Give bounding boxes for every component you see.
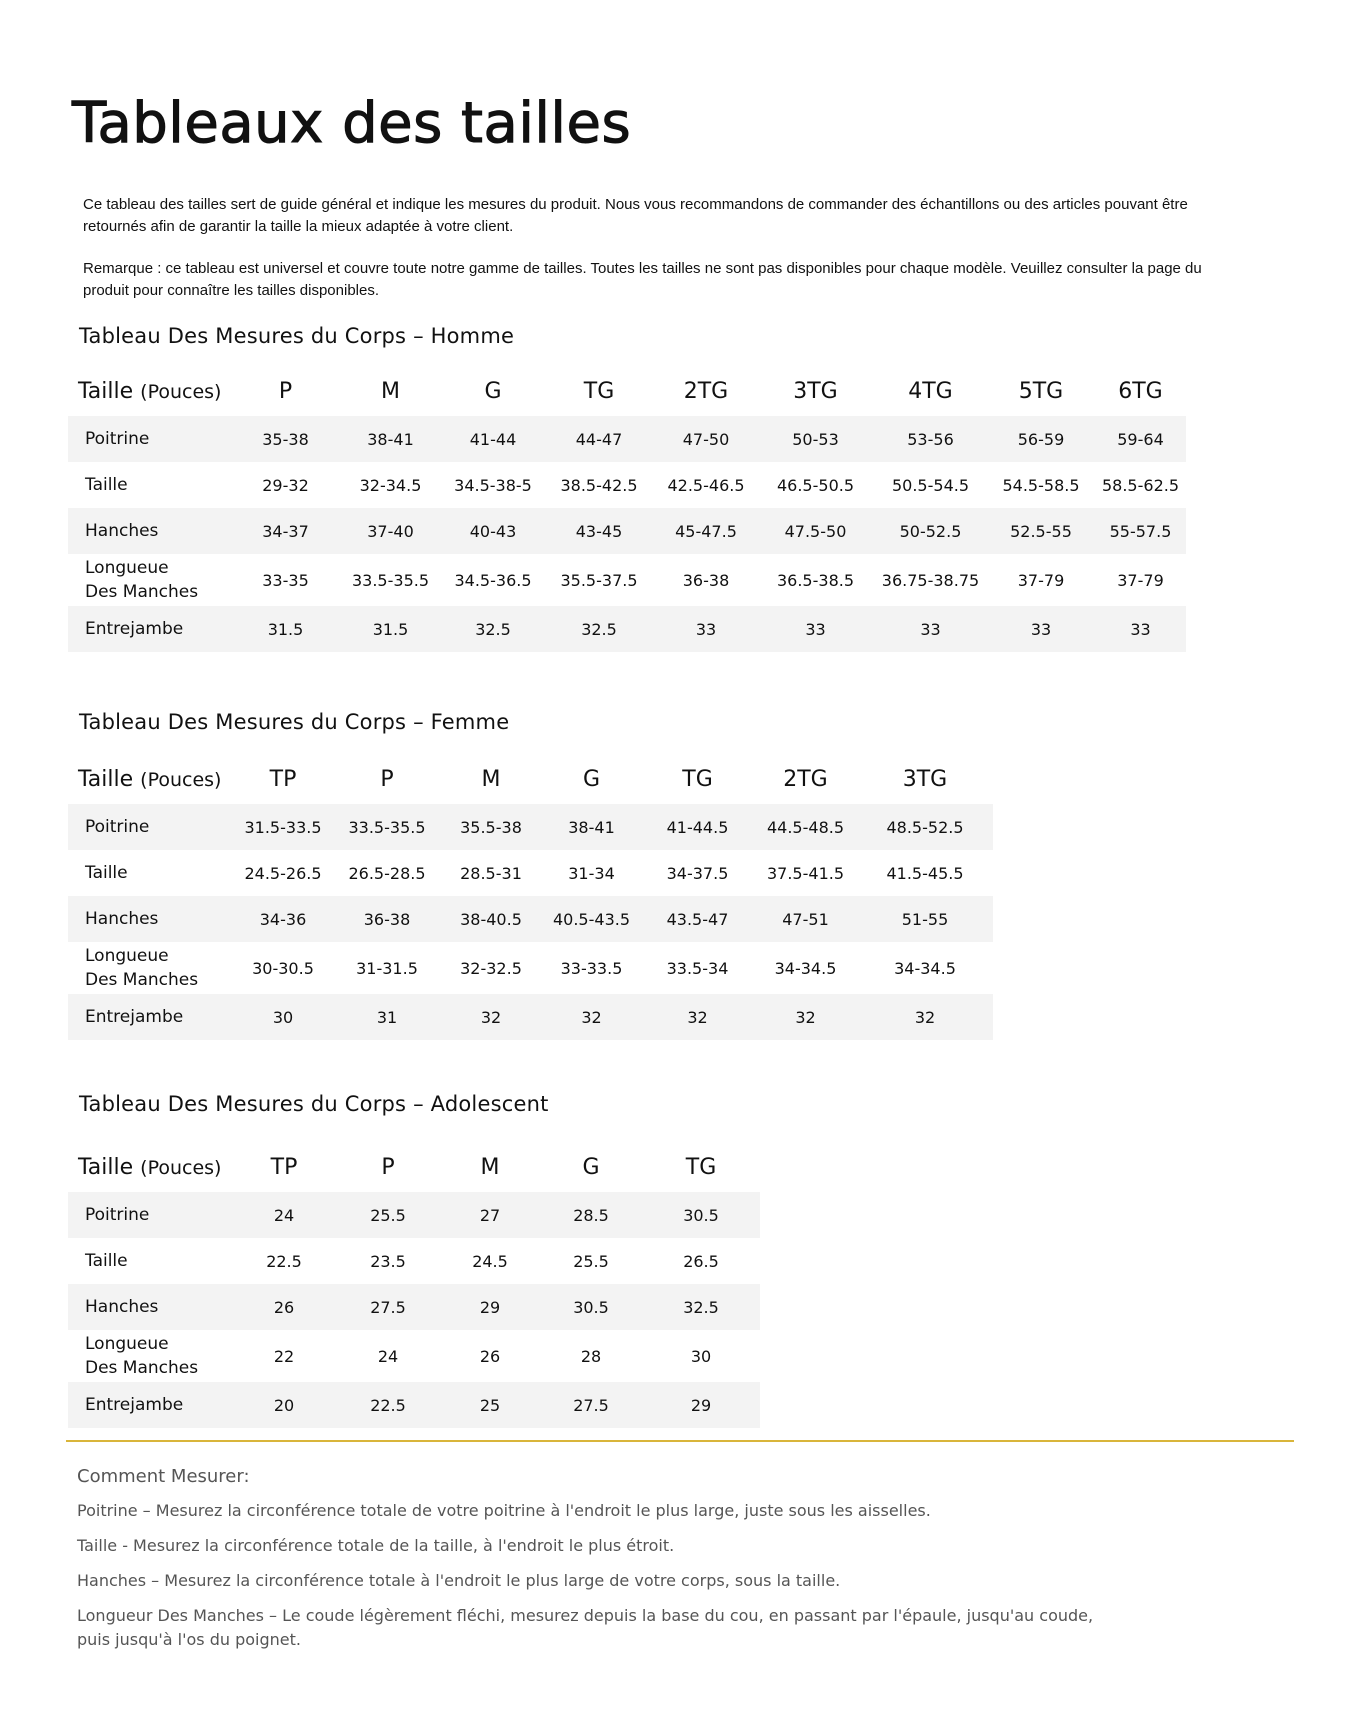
size-header-row (68, 1142, 760, 1192)
size-header-2tg: 2TG (783, 766, 828, 792)
measurement-value: 26.5-28.5 (348, 863, 426, 883)
measurement-value: 31-31.5 (356, 958, 418, 978)
size-header-tg: TG (682, 766, 713, 792)
measurement-value: 34-37 (233, 508, 338, 554)
measurement-value: 27.5 (336, 1284, 440, 1330)
men-size-section (68, 324, 1180, 639)
measurement-value: 40.5-43.5 (542, 896, 641, 942)
size-header-row (68, 366, 1186, 416)
measurement-value: 33 (987, 606, 1095, 652)
measurement-value: 25 (440, 1382, 540, 1428)
measurement-value: 51-55 (857, 896, 993, 942)
measurement-value: 32 (857, 994, 993, 1040)
measurement-value: 32 (542, 994, 641, 1040)
measurement-value: 44.5-48.5 (754, 804, 857, 850)
measurement-value: 26.5 (683, 1251, 719, 1271)
measurement-value: 22.5 (266, 1251, 302, 1271)
size-header-tp: TP (269, 766, 297, 792)
measurement-label: Hanches (68, 896, 232, 942)
measurement-value: 38.5-42.5 (560, 475, 638, 495)
measurement-value: 53-56 (874, 416, 987, 462)
measurement-value: 46.5-50.5 (776, 475, 855, 495)
measurement-value: 35.5-38 (440, 804, 542, 850)
size-header-2tg: 2TG (683, 378, 729, 404)
size-header-unit: (Pouces) (140, 1156, 222, 1179)
measurement-value: 34-37.5 (666, 863, 729, 883)
measurement-row (68, 1330, 760, 1382)
size-header-tg: TG (583, 378, 615, 404)
measurement-value: 34-34.5 (894, 958, 956, 978)
measurement-row (68, 804, 993, 850)
measurement-value: 58.5-62.5 (1101, 475, 1180, 495)
measurement-row (68, 1382, 760, 1428)
measurement-value: 26 (479, 1346, 501, 1366)
measurement-label: Longueue Des Manches (85, 558, 199, 602)
measurement-value: 34.5-38-5 (454, 475, 532, 495)
measurement-value: 24 (377, 1346, 399, 1366)
measurement-value: 33.5-34 (666, 958, 729, 978)
measurement-value: 22 (273, 1346, 295, 1366)
measurement-value: 30-30.5 (252, 958, 314, 978)
measurement-value: 31.5-33.5 (232, 804, 334, 850)
measurement-row (68, 1238, 760, 1284)
size-header-unit: (Pouces) (140, 380, 222, 403)
measurement-value: 38-40.5 (440, 896, 542, 942)
measurement-value: 33.5-35.5 (334, 804, 440, 850)
measurement-value: 32.5 (642, 1284, 760, 1330)
how-to-chest: Poitrine – Mesurez la circonférence totale de votre poitrine à l'endroit le plus large, juste sous les aisselles. (77, 1501, 931, 1520)
measurement-label: Taille (85, 475, 128, 495)
measurement-value: 22.5 (336, 1382, 440, 1428)
measurement-value: 42.5-46.5 (667, 475, 745, 495)
measurement-row (68, 508, 1186, 554)
measurement-label: Poitrine (68, 804, 232, 850)
measurement-value: 41.5-45.5 (886, 863, 964, 883)
measurement-value: 30 (690, 1346, 712, 1366)
how-to-measure-title: Comment Mesurer: (77, 1466, 250, 1487)
note-paragraph: Remarque : ce tableau est universel et couvre toute notre gamme de tailles. Toutes les tailles ne sont pas disponibles pour chaque modèle. Veuillez consulter la page du produit pour connaître les tailles disponibles. (83, 260, 1202, 299)
measurement-value: 55-57.5 (1095, 508, 1186, 554)
measurement-value: 59-64 (1095, 416, 1186, 462)
size-header-p: P (381, 1154, 395, 1180)
measurement-value: 23.5 (370, 1251, 406, 1271)
size-header-4tg: 4TG (908, 378, 953, 404)
size-header-g: G (582, 766, 601, 792)
measurement-value: 29 (642, 1382, 760, 1428)
measurement-value: 50-53 (757, 416, 874, 462)
measurement-value: 20 (232, 1382, 336, 1428)
measurement-row (68, 416, 1186, 462)
measurement-value: 33.5-35.5 (351, 570, 430, 590)
measurement-label: Entrejambe (68, 994, 232, 1040)
measurement-value: 30 (232, 994, 334, 1040)
men-size-table (68, 366, 1186, 652)
measurement-value: 47-50 (655, 416, 757, 462)
size-header-3tg: 3TG (902, 766, 948, 792)
measurement-value: 28.5-31 (460, 863, 522, 883)
measurement-value: 50.5-54.5 (891, 475, 970, 495)
measurement-value: 32 (641, 994, 754, 1040)
measurement-value: 33 (1095, 606, 1186, 652)
teen-table-title: Tableau Des Mesures du Corps – Adolescent (79, 1092, 549, 1116)
size-header-g: G (582, 1154, 600, 1180)
measurement-row (68, 994, 993, 1040)
measurement-value: 34-36 (232, 896, 334, 942)
size-header-g: G (484, 378, 502, 404)
size-column-header (68, 1142, 232, 1192)
measurement-value: 54.5-58.5 (1002, 475, 1080, 495)
size-header-3tg: 3TG (793, 378, 838, 404)
size-header-m: M (381, 378, 400, 404)
size-column-header (68, 754, 232, 804)
measurement-value: 30.5 (642, 1192, 760, 1238)
measurement-value: 29 (440, 1284, 540, 1330)
measurement-row (68, 1284, 760, 1330)
size-header-label: Taille (78, 766, 134, 792)
size-header-6tg: 6TG (1118, 378, 1163, 404)
measurement-label: Taille (85, 863, 128, 883)
measurement-row (68, 554, 1186, 606)
measurement-value: 56-59 (987, 416, 1095, 462)
page-title: Tableaux des tailles (72, 91, 632, 156)
size-column-header (68, 366, 233, 416)
measurement-value: 45-47.5 (655, 508, 757, 554)
measurement-label: Poitrine (68, 1192, 232, 1238)
measurement-value: 35.5-37.5 (560, 570, 638, 590)
measurement-value: 33-33.5 (560, 958, 623, 978)
size-header-tp: TP (270, 1154, 298, 1180)
measurement-value: 24.5 (472, 1251, 508, 1271)
measurement-value: 37-79 (1117, 570, 1164, 590)
size-header-unit: (Pouces) (140, 768, 222, 791)
measurement-value: 31-34 (568, 863, 615, 883)
measurement-value: 36.5-38.5 (776, 570, 855, 590)
measurement-value: 31.5 (233, 606, 338, 652)
how-to-waist: Taille - Mesurez la circonférence totale de la taille, à l'endroit le plus étroit. (77, 1536, 675, 1555)
measurement-value: 27 (440, 1192, 540, 1238)
measurement-value: 33 (655, 606, 757, 652)
measurement-value: 33 (874, 606, 987, 652)
measurement-row (68, 942, 993, 994)
women-size-table (68, 754, 993, 1040)
measurement-value: 36-38 (334, 896, 440, 942)
measurement-value: 47.5-50 (757, 508, 874, 554)
measurement-value: 24.5-26.5 (244, 863, 322, 883)
measurement-value: 28.5 (540, 1192, 642, 1238)
measurement-label: Longueue Des Manches (85, 946, 199, 990)
size-header-tg: TG (685, 1154, 717, 1180)
measurement-value: 25.5 (336, 1192, 440, 1238)
measurement-value: 37-40 (338, 508, 443, 554)
how-to-hips: Hanches – Mesurez la circonférence totale à l'endroit le plus large de votre corps, sous la taille. (77, 1571, 841, 1590)
measurement-value: 34.5-36.5 (454, 570, 532, 590)
measurement-value: 41-44.5 (641, 804, 754, 850)
measurement-row (68, 462, 1186, 508)
measurement-value: 31 (334, 994, 440, 1040)
how-to-measure (77, 1466, 1237, 1663)
measurement-value: 38-41 (338, 416, 443, 462)
measurement-value: 32 (440, 994, 542, 1040)
measurement-label: Hanches (68, 1284, 232, 1330)
measurement-value: 43.5-47 (641, 896, 754, 942)
measurement-value: 47-51 (754, 896, 857, 942)
measurement-value: 31.5 (338, 606, 443, 652)
measurement-value: 38-41 (542, 804, 641, 850)
measurement-value: 32.5 (543, 606, 655, 652)
measurement-value: 37.5-41.5 (766, 863, 845, 883)
measurement-value: 33 (757, 606, 874, 652)
measurement-row (68, 1192, 760, 1238)
measurement-value: 30.5 (540, 1284, 642, 1330)
measurement-value: 24 (232, 1192, 336, 1238)
measurement-value: 41-44 (443, 416, 543, 462)
measurement-value: 34-34.5 (774, 958, 837, 978)
measurement-value: 27.5 (540, 1382, 642, 1428)
teen-size-section (68, 1092, 719, 1415)
measurement-label: Poitrine (68, 416, 233, 462)
measurement-value: 32-34.5 (359, 475, 422, 495)
measurement-value: 50-52.5 (874, 508, 987, 554)
measurement-row (68, 850, 993, 896)
measurement-value: 26 (232, 1284, 336, 1330)
section-divider (66, 1440, 1294, 1442)
measurement-label: Hanches (68, 508, 233, 554)
measurement-value: 28 (580, 1346, 602, 1366)
size-header-p: P (278, 378, 293, 404)
measurement-row (68, 896, 993, 942)
size-header-5tg: 5TG (1018, 378, 1064, 404)
how-to-sleeve-length: Longueur Des Manches – Le coude légèrement fléchi, mesurez depuis la base du cou, en passant par l'épaule, jusqu'au coude, puis jusqu'à l'os du poignet. (77, 1606, 1094, 1649)
measurement-value: 35-38 (233, 416, 338, 462)
size-header-p: P (380, 766, 394, 792)
measurement-row (68, 606, 1186, 652)
measurement-value: 40-43 (443, 508, 543, 554)
measurement-value: 43-45 (543, 508, 655, 554)
measurement-label: Entrejambe (68, 1382, 232, 1428)
intro-paragraph: Ce tableau des tailles sert de guide général et indique les mesures du produit. Nous vous recommandons de commander des échantillons ou des articles pouvant être retournés afin de garantir la taille la mieux adaptée à votre client. (83, 196, 1188, 235)
measurement-value: 32.5 (443, 606, 543, 652)
measurement-value: 33-35 (262, 570, 309, 590)
measurement-value: 48.5-52.5 (857, 804, 993, 850)
measurement-value: 44-47 (543, 416, 655, 462)
size-header-row (68, 754, 993, 804)
measurement-value: 36-38 (682, 570, 730, 590)
measurement-label: Taille (85, 1251, 128, 1271)
measurement-label: Longueue Des Manches (85, 1334, 199, 1378)
measurement-value: 52.5-55 (987, 508, 1095, 554)
measurement-value: 32-32.5 (460, 958, 522, 978)
measurement-value: 37-79 (1017, 570, 1065, 590)
size-header-label: Taille (78, 1154, 134, 1180)
measurement-value: 36.75-38.75 (881, 570, 980, 590)
women-size-section (68, 710, 964, 1027)
size-header-m: M (480, 1154, 500, 1180)
measurement-value: 29-32 (262, 475, 309, 495)
measurement-value: 25.5 (573, 1251, 609, 1271)
men-table-title: Tableau Des Mesures du Corps – Homme (79, 324, 515, 348)
size-header-m: M (481, 766, 501, 792)
size-header-label: Taille (78, 378, 134, 404)
women-table-title: Tableau Des Mesures du Corps – Femme (79, 710, 510, 734)
measurement-value: 32 (754, 994, 857, 1040)
teen-size-table (68, 1142, 760, 1428)
measurement-label: Entrejambe (68, 606, 233, 652)
